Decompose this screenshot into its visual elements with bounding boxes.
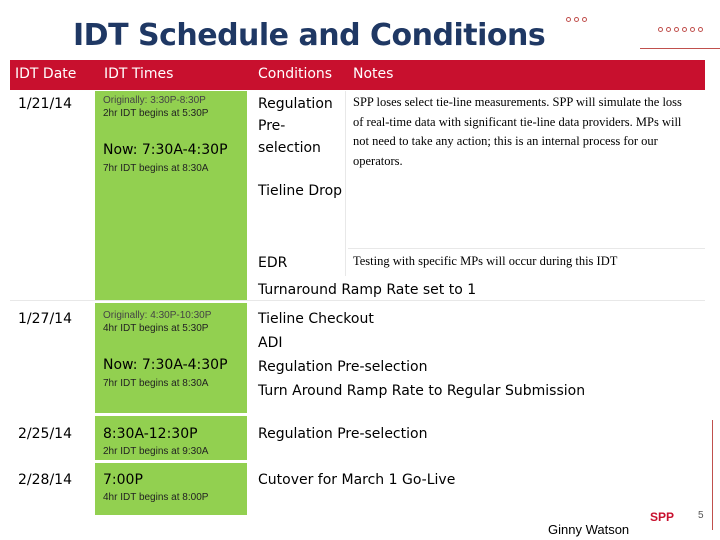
condition-item: Regulation Pre-selection — [258, 96, 333, 156]
decorative-dots — [566, 17, 587, 23]
condition-item: EDR — [258, 255, 288, 271]
header-times: IDT Times — [104, 66, 174, 82]
condition-item: Turn Around Ramp Rate to Regular Submission — [258, 383, 586, 399]
times-column-row4 — [95, 463, 247, 515]
header-date: IDT Date — [15, 66, 77, 82]
original-time: Originally: 4:30P-10:30P — [103, 310, 212, 321]
idt-time: 8:30A-12:30P — [103, 426, 198, 442]
presenter-name: Ginny Watson — [548, 522, 630, 537]
time-note: 4hr IDT begins at 8:00P — [103, 492, 209, 503]
condition-item: Tieline Checkout — [258, 311, 374, 327]
condition-item: Regulation Pre-selection — [258, 359, 428, 375]
row-divider — [348, 248, 705, 249]
now-time: Now: 7:30A-4:30P — [103, 142, 228, 158]
condition-item: ADI — [258, 335, 283, 351]
page-number: 5 — [698, 510, 704, 521]
row-date: 1/21/14 — [18, 96, 72, 112]
header-notes: Notes — [353, 66, 394, 82]
original-time: Originally: 3:30P-8:30P — [103, 95, 206, 106]
now-note: 7hr IDT begins at 8:30A — [103, 163, 209, 174]
header-conditions: Conditions — [258, 66, 333, 82]
now-note: 7hr IDT begins at 8:30A — [103, 378, 209, 389]
original-note: 2hr IDT begins at 5:30P — [103, 108, 209, 119]
condition-item: Turnaround Ramp Rate set to 1 — [258, 282, 477, 298]
decorative-dots — [658, 27, 703, 33]
divider — [640, 48, 720, 49]
condition-note: Testing with specific MPs will occur during this IDT — [353, 254, 618, 268]
page-title: IDT Schedule and Conditions — [73, 18, 546, 53]
condition-note: SPP loses select tie-line measurements. SPP will simulate the loss of real-time data with significant tie-line data providers. MPs will not need to take any action; this is an internal process for our operators. — [353, 95, 682, 168]
condition-item: Cutover for March 1 Go-Live — [258, 472, 456, 488]
now-time: Now: 7:30A-4:30P — [103, 357, 228, 373]
original-note: 4hr IDT begins at 5:30P — [103, 323, 209, 334]
row-date: 1/27/14 — [18, 311, 72, 327]
column-divider — [345, 91, 346, 276]
spp-logo: SPP — [650, 510, 675, 524]
times-column-row1 — [95, 91, 247, 300]
divider — [712, 420, 713, 530]
row-date: 2/25/14 — [18, 426, 72, 442]
time-note: 2hr IDT begins at 9:30A — [103, 446, 209, 457]
condition-item: Regulation Pre-selection — [258, 426, 428, 442]
idt-time: 7:00P — [103, 472, 143, 488]
condition-item: Tieline Drop — [258, 183, 343, 199]
row-date: 2/28/14 — [18, 472, 72, 488]
